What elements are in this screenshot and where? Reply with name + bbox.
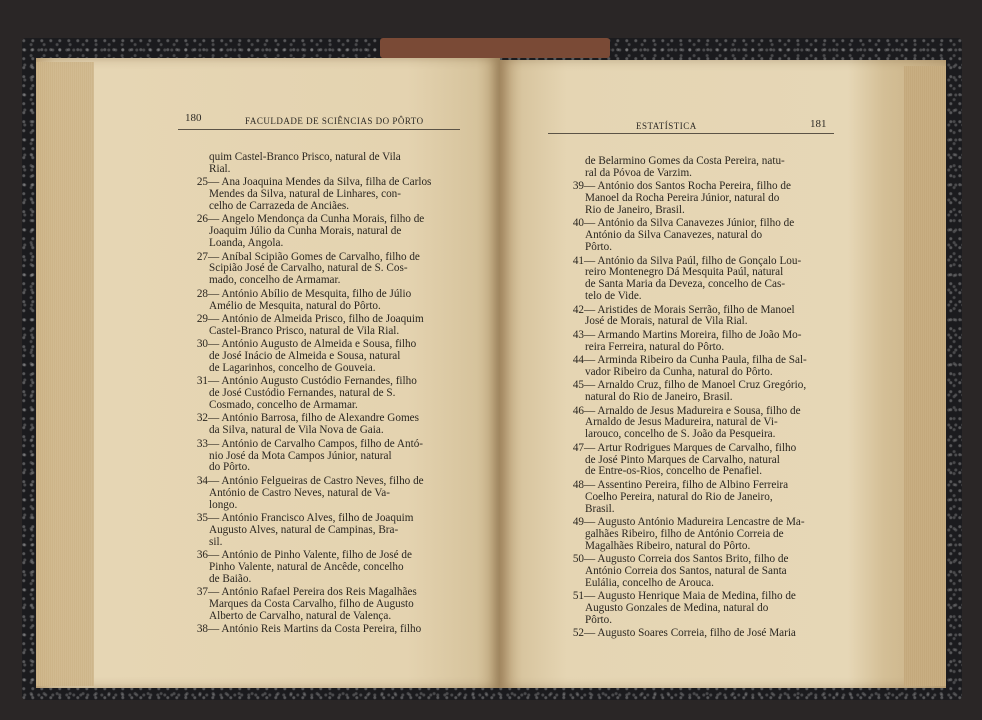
entry-text: — António de Almeida Prisco, filho de Joaquim <box>208 312 424 325</box>
book-spine <box>380 38 610 58</box>
entry-line: Manoel da Rocha Pereira Júnior, natural do <box>585 192 780 205</box>
list-item <box>176 376 476 412</box>
list-item <box>552 480 852 516</box>
left-page-number: 180 <box>185 112 202 124</box>
entry-line: larouco, concelho de S. João da Pesqueira. <box>585 428 776 441</box>
entry-line: Mendes da Silva, natural de Linhares, con- <box>209 188 401 201</box>
entry-line: Joaquim Júlio da Cunha Morais, natural de <box>209 225 402 238</box>
entry-line: Pôrto. <box>585 241 613 254</box>
entry-line: sil. <box>209 535 223 548</box>
left-page-text <box>176 152 476 638</box>
entry-first-line <box>176 439 476 451</box>
left-page-edges <box>36 62 94 686</box>
entry-number: 49 <box>572 516 584 528</box>
list-item <box>176 289 476 313</box>
list-item <box>176 587 476 623</box>
entry-first-line <box>552 628 852 640</box>
entry-line: Coelho Pereira, natural do Rio de Janeiro, <box>585 490 773 503</box>
entry-line: Augusto Alves, natural de Campinas, Bra- <box>209 523 399 536</box>
list-item <box>552 355 852 379</box>
entry-text: — Arminda Ribeiro da Cunha Paula, filha de Sal- <box>584 354 807 367</box>
list-item <box>176 439 476 475</box>
entry-text: — António Reis Martins da Costa Pereira, filho <box>208 623 422 636</box>
entry-number: 44 <box>572 354 584 367</box>
entry-line: Brasil. <box>585 502 615 515</box>
list-item <box>552 591 852 627</box>
entry-text: — António Barrosa, filho de Alexandre Gomes <box>208 412 419 425</box>
list-item <box>552 305 852 329</box>
entry-number: 40 <box>572 217 584 230</box>
entry-line: de Lagarinhos, concelho de Gouveia. <box>209 361 376 374</box>
entry-line: Castel-Branco Prisco, natural de Vila Rial. <box>209 324 400 337</box>
entry-line: Scipião José de Carvalho, natural de S. Cos- <box>209 262 408 275</box>
list-item <box>176 513 476 549</box>
list-item <box>176 413 476 437</box>
entry-line: galhães Ribeiro, filho de António Correia de <box>585 527 784 540</box>
entry-number: 34 <box>196 474 208 487</box>
entry-text: — Artur Rodrigues Marques de Carvalho, filho <box>584 441 797 454</box>
entry-number: 37 <box>196 586 208 599</box>
entry-line: reira Ferreira, natural do Pôrto. <box>585 340 725 353</box>
entry-line: mado, concelho de Armamar. <box>209 274 341 287</box>
entry-line: quim Castel-Branco Prisco, natural de Vila <box>209 151 401 163</box>
right-page-text <box>552 156 852 642</box>
list-item <box>552 406 852 442</box>
entry-number: 48 <box>572 478 584 491</box>
entry-text: — Aníbal Scipião Gomes de Carvalho, filho de <box>208 250 420 263</box>
entry-number: 32 <box>196 412 208 425</box>
entry-first-line <box>176 624 476 636</box>
entry-line: de José Inácio de Almeida e Sousa, natural <box>209 350 401 363</box>
list-item <box>176 624 476 636</box>
entry-text: — Assentino Pereira, filho de Albino Ferreira <box>584 478 789 491</box>
entry-line: ral da Póvoa de Varzim. <box>585 166 692 179</box>
entry-line: de Entre-os-Rios, concelho de Penafiel. <box>585 465 763 478</box>
list-item <box>176 314 476 338</box>
entry-first-line <box>176 289 476 301</box>
entry-line: de Belarmino Gomes da Costa Pereira, natu- <box>585 155 785 167</box>
entry-text: — Ana Joaquina Mendes da Silva, filha de Carlos <box>208 176 432 189</box>
entry-line: Cosmado, concelho de Armamar. <box>209 399 358 412</box>
list-item <box>176 214 476 250</box>
entry-text: — Armando Martins Moreira, filho de João Mo- <box>584 328 802 341</box>
entry-text: — Arnaldo de Jesus Madureira e Sousa, filho de <box>584 404 801 417</box>
entry-number: 39 <box>572 180 584 193</box>
entry-first-line <box>176 314 476 326</box>
entry-line: Loanda, Angola. <box>209 237 284 250</box>
entry-number: 28 <box>196 287 208 300</box>
left-page-header: FACULDADE DE SCIÊNCIAS DO PÔRTO <box>245 116 424 126</box>
entry-line: longo. <box>209 498 238 511</box>
entry-number: 52 <box>572 627 584 640</box>
entry-text: — António da Silva Canavezes Júnior, filho de <box>584 217 795 230</box>
entry-line: de José Custódio Fernandes, natural de S. <box>209 387 396 400</box>
entry-line: da Silva, natural de Vila Nova de Gaia. <box>209 424 384 437</box>
left-header-rule <box>178 129 460 130</box>
entry-line: António da Silva Canavezes, natural do <box>585 229 763 242</box>
right-page-number: 181 <box>810 118 827 130</box>
entry-number: 35 <box>196 512 208 524</box>
entry-text: — António Rafael Pereira dos Reis Magalhães <box>208 586 417 599</box>
entry-line: natural do Rio de Janeiro, Brasil. <box>585 391 733 404</box>
list-item <box>552 156 852 180</box>
entry-number: 29 <box>196 312 208 325</box>
list-item <box>552 443 852 479</box>
entry-line: António Correia dos Santos, natural de Santa <box>585 564 787 577</box>
entry-number: 30 <box>196 338 208 351</box>
list-item <box>176 550 476 586</box>
entry-number: 27 <box>196 250 208 263</box>
entry-line: celho de Carrazeda de Anciães. <box>209 199 350 212</box>
list-item <box>176 339 476 375</box>
entry-first-line <box>552 330 852 342</box>
entry-text: — António Augusto Custódio Fernandes, filho <box>208 375 417 388</box>
entry-text: — Augusto António Madureira Lencastre de Ma- <box>584 516 805 528</box>
entry-text: — Augusto Correia dos Santos Brito, filho de <box>584 553 789 566</box>
entry-text: — António Francisco Alves, filho de Joaquim <box>208 512 414 524</box>
entry-line: Augusto Gonzales de Medina, natural do <box>585 602 769 615</box>
list-item <box>176 177 476 213</box>
entry-line: Alberto de Carvalho, natural de Valença. <box>209 609 392 622</box>
entry-line: reiro Montenegro Dá Mesquita Paúl, natural <box>585 266 784 279</box>
entry-number: 38 <box>196 623 208 636</box>
entry-line: do Pôrto. <box>209 461 251 474</box>
entry-first-line <box>176 476 476 488</box>
entry-text: — António Abílio de Mesquita, filho de Júlio <box>208 287 412 300</box>
entry-number: 26 <box>196 213 208 226</box>
entry-line: telo de Vide. <box>585 290 642 303</box>
entry-line: Arnaldo de Jesus Madureira, natural de Vi- <box>585 416 778 429</box>
right-page-edges <box>904 66 946 686</box>
entry-number: 31 <box>196 375 208 388</box>
entry-text: — António Augusto de Almeida e Sousa, filho <box>208 338 417 351</box>
entry-number: 51 <box>572 590 584 603</box>
right-header-rule <box>548 133 834 134</box>
entry-number: 25 <box>196 176 208 189</box>
entry-text: — António Felgueiras de Castro Neves, filho de <box>208 474 424 487</box>
list-item <box>176 152 476 176</box>
entry-line: Eulália, concelho de Arouca. <box>585 576 714 589</box>
entry-text: — António da Silva Paúl, filho de Gonçalo Lou- <box>584 254 802 267</box>
entry-text: — António de Carvalho Campos, filho de Antó- <box>208 437 424 450</box>
entry-number: 43 <box>572 328 584 341</box>
entry-number: 33 <box>196 437 208 450</box>
entry-number: 41 <box>572 254 584 267</box>
entry-line: Rio de Janeiro, Brasil. <box>585 203 685 216</box>
entry-number: 42 <box>572 303 584 316</box>
entry-first-line <box>552 480 852 492</box>
entry-text: — António dos Santos Rocha Pereira, filho de <box>584 180 791 193</box>
entry-number: 47 <box>572 441 584 454</box>
entry-line: de José Pinto Marques de Carvalho, natural <box>585 453 780 466</box>
entry-text: — Augusto Henrique Maia de Medina, filho de <box>584 590 796 603</box>
right-page-header: ESTATÍSTICA <box>636 121 697 131</box>
entry-text: — Arnaldo Cruz, filho de Manoel Cruz Gregório, <box>584 379 807 392</box>
entry-text: — Aristides de Morais Serrão, filho de Manoel <box>584 303 795 316</box>
entry-line: António de Castro Neves, natural de Va- <box>209 486 390 499</box>
entry-line: nio José da Mota Campos Júnior, natural <box>209 449 392 462</box>
entry-number: 45 <box>572 379 584 392</box>
list-item <box>552 181 852 217</box>
entry-line: vador Ribeiro da Cunha, natural do Pôrto. <box>585 365 773 378</box>
list-item <box>176 476 476 512</box>
entry-first-line <box>552 443 852 455</box>
entry-text: — António de Pinho Valente, filho de José de <box>208 549 412 562</box>
entry-text: — Angelo Mendonça da Cunha Morais, filho de <box>208 213 425 226</box>
list-item <box>552 517 852 553</box>
entry-line: Amélio de Mesquita, natural do Pôrto. <box>209 299 381 312</box>
entry-number: 46 <box>572 404 584 417</box>
list-item <box>552 256 852 303</box>
entry-line: Rial. <box>209 162 231 175</box>
entry-line: Marques da Costa Carvalho, filho de Augusto <box>209 598 414 611</box>
entry-line: José de Morais, natural de Vila Rial. <box>585 315 748 328</box>
list-item <box>176 252 476 288</box>
entry-number: 50 <box>572 553 584 566</box>
entry-line: de Santa Maria da Deveza, concelho de Cas- <box>585 278 786 291</box>
entry-line: Pôrto. <box>585 613 613 626</box>
entry-text: — Augusto Soares Correia, filho de José Maria <box>584 627 796 640</box>
entry-line: de Baião. <box>209 572 252 585</box>
list-item <box>552 554 852 590</box>
entry-number: 36 <box>196 549 208 562</box>
list-item <box>552 218 852 254</box>
list-item <box>552 380 852 404</box>
list-item <box>552 628 852 640</box>
entry-line: Pinho Valente, natural de Ancêde, concelho <box>209 560 404 573</box>
list-item <box>552 330 852 354</box>
entry-line: Magalhães Ribeiro, natural do Pôrto. <box>585 539 751 552</box>
